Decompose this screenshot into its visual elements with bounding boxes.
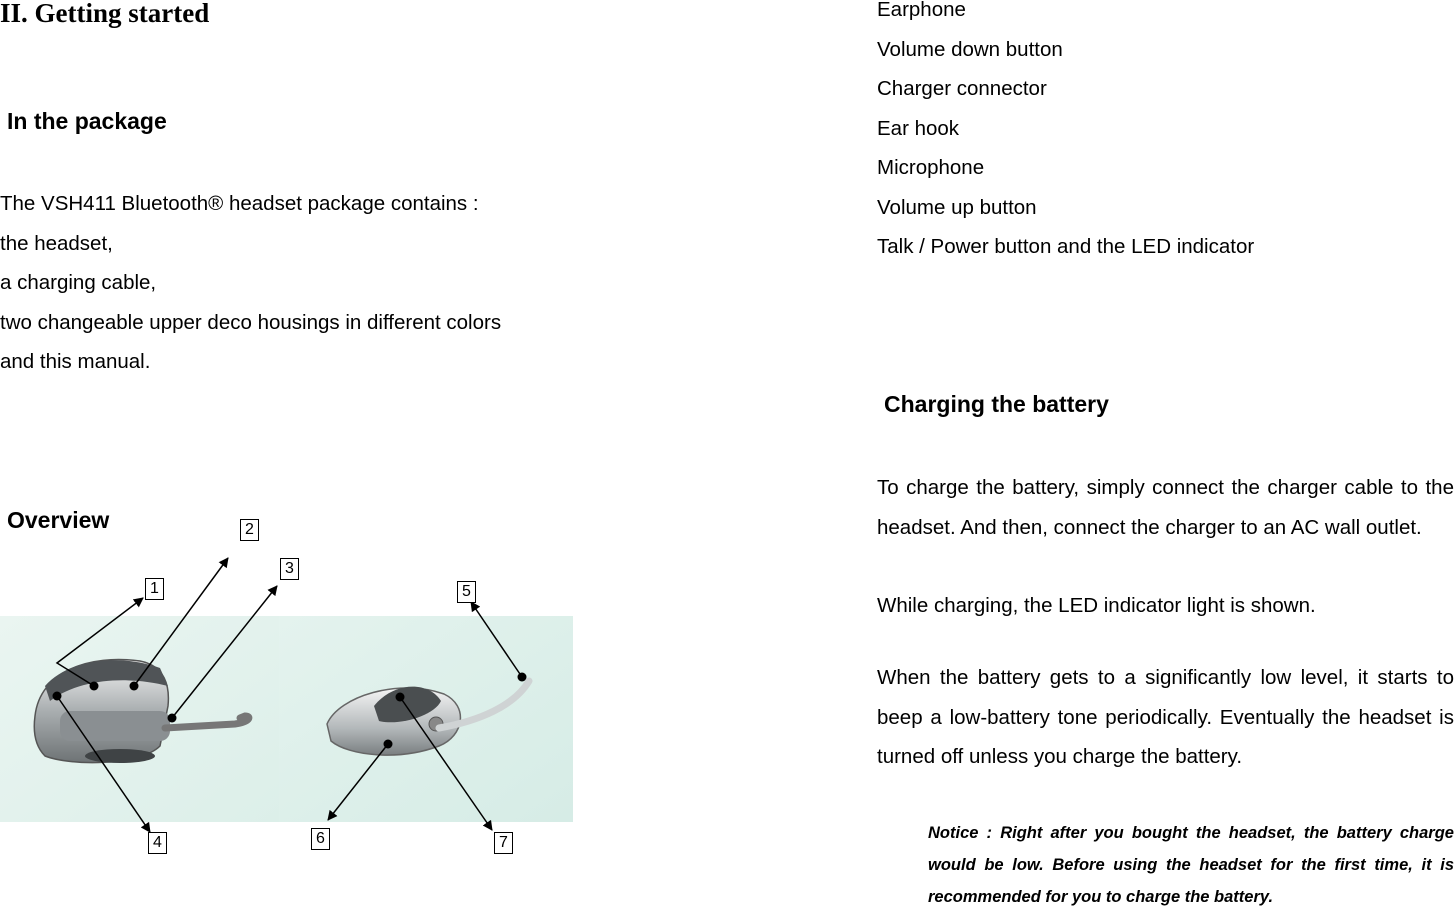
package-heading: In the package (7, 108, 167, 134)
part-item: Microphone (877, 156, 985, 179)
charging-paragraph: To charge the battery, simply connect the charger cable to the headset. And then, connect the charger to an AC wall outlet. (877, 476, 1454, 539)
parts-list (877, 0, 1254, 267)
callout-1: 1 (145, 578, 164, 600)
package-line: and this manual. (0, 350, 151, 373)
part-item: Volume up button (877, 195, 1037, 219)
package-line: the headset, (0, 231, 113, 255)
callout-5: 5 (457, 581, 476, 603)
callout-3: 3 (280, 558, 299, 580)
charging-heading: Charging the battery (884, 391, 1109, 417)
charging-paragraph: While charging, the LED indicator light is shown. (877, 594, 1316, 617)
callout-2: 2 (240, 519, 259, 541)
notice-text: Notice : Right after you bought the headset, the battery charge would be low. Before using the headset for the first time, it is recommended for you to charge the battery. (928, 824, 1454, 906)
callout-7: 7 (494, 832, 513, 854)
package-line: two changeable upper deco housings in different colors (0, 310, 502, 334)
package-line: a charging cable, (0, 271, 157, 294)
callout-6: 6 (311, 828, 330, 850)
overview-heading: Overview (7, 507, 110, 533)
part-item: Volume down button (877, 37, 1063, 61)
part-item: Ear hook (877, 116, 960, 140)
section-title: II. Getting started (0, 0, 210, 28)
part-item: Talk / Power button and the LED indicator (877, 235, 1255, 258)
package-list (0, 184, 501, 382)
part-item: Earphone (877, 0, 966, 21)
package-line: The VSH411 Bluetooth® headset package contains : (0, 192, 479, 215)
part-item: Charger connector (877, 77, 1047, 100)
low-battery-paragraph: When the battery gets to a significantly low level, it starts to beep a low-battery tone periodically. Eventually the headset is turned off unless you charge the battery. (877, 666, 1454, 768)
callout-4: 4 (148, 832, 167, 854)
